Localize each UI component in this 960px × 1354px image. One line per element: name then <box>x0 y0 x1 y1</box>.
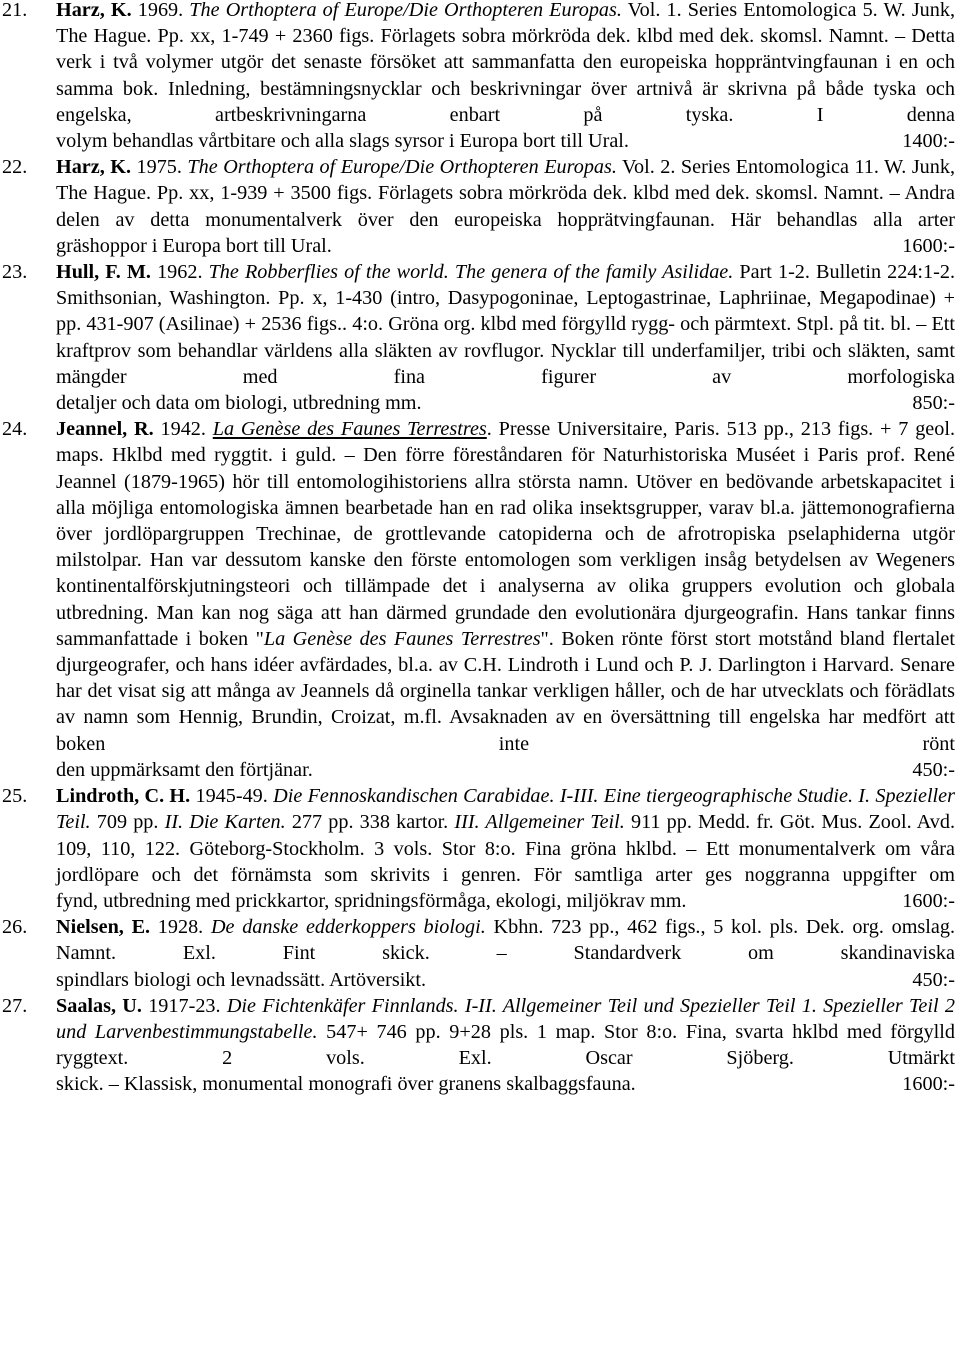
entry-text: skick. – Klassisk, monumental monografi över granens skalbaggsfauna. <box>56 1073 636 1096</box>
entry-author: Jeannel, R. <box>56 418 154 441</box>
entry-number: 21. <box>2 0 28 21</box>
entry-number: 26. <box>2 916 28 939</box>
entry-price: 1600:- <box>902 234 955 257</box>
entry-description <box>56 416 955 757</box>
entry-title-text: III. Allgemeiner Teil. <box>454 811 625 834</box>
entry-text: 1917-23. <box>141 994 227 1017</box>
catalog-entry <box>0 259 960 416</box>
entry-author: Harz, K. <box>56 0 132 21</box>
entry-title-text: The Robberflies of the world. The genera of the family Asilidae. <box>208 261 734 284</box>
entry-text: 709 pp. <box>90 811 165 834</box>
entry-price: 1600:- <box>902 889 955 912</box>
entry-price: 450:- <box>912 758 955 781</box>
catalog-entry <box>0 783 960 914</box>
entry-last-line <box>56 1071 955 1097</box>
entry-text: 1928. <box>150 916 211 939</box>
catalog-entry <box>0 0 960 154</box>
catalog-entry <box>0 154 960 259</box>
entry-price: 1600:- <box>902 1073 955 1096</box>
entry-text: Vol. 2. Series Entomologica 11. W. Junk, The Hague. Pp. xx, 1-939 + 3500 figs. Förlagets sobra mörkröda dek. klbd med dek. skomsl. Namnt. – Andra delen av detta monumentalverk över den europeiska hopprätvingfaunan. Här behandlas alla arter <box>56 156 955 231</box>
entry-text: 1962. <box>150 261 209 284</box>
entry-text: 1975. <box>131 156 188 179</box>
entry-text: detaljer och data om biologi, utbredning mm. <box>56 392 422 415</box>
entry-title-text: The Orthoptera of Europe/Die Orthopteren Europas. <box>189 0 622 21</box>
entry-last-line <box>56 390 955 416</box>
entry-title-text: La Genèse des Faunes Terrestres <box>263 627 541 650</box>
entry-text: gräshoppor i Europa bort till Ural. <box>56 234 332 257</box>
entry-author: Hull, F. M. <box>56 261 151 284</box>
entry-description <box>56 259 955 390</box>
entry-description <box>56 914 955 966</box>
entry-price: 850:- <box>912 392 955 415</box>
entry-last-line <box>56 233 955 259</box>
entry-text: 277 pp. 338 kartor. <box>285 811 455 834</box>
entry-title-text: De danske edderkoppers biologi. <box>210 916 486 939</box>
entry-title-text: II. Die Karten. <box>164 811 286 834</box>
entry-price: 1400:- <box>902 130 955 153</box>
entry-text: fynd, utbredning med prickkartor, spridningsförmåga, ekologi, miljökrav mm. <box>56 889 687 912</box>
catalog-entry <box>0 416 960 783</box>
entry-description <box>56 0 955 128</box>
entry-author: Saalas, U. <box>56 994 142 1017</box>
entry-title-text: Die Fichtenkäfer Finnlands. I-II. Allgemeiner Teil und Spezieller Teil 1. Spezieller Teil 2 und Larvenbestimmungstabelle. <box>56 994 955 1043</box>
entry-price: 450:- <box>912 968 955 991</box>
entry-last-line <box>56 757 955 783</box>
entry-text: 911 pp. Medd. fr. Göt. Mus. Zool. Avd. 109, 110, 122. Göteborg-Stockholm. 3 vols. Stor 8:o. Fina gröna hklbd. – Ett monumentalverk om våra jordlöpare och det förnämsta som skrivits i genren. För samtliga arter ges noggranna uppgifter om <box>56 811 955 886</box>
entry-author: Lindroth, C. H. <box>56 785 191 808</box>
entry-number: 27. <box>2 994 28 1017</box>
entry-last-line <box>56 888 955 914</box>
entry-title-text: Die Fennoskandischen Carabidae. I-III. Eine tiergeographische Studie. I. Spezieller Teil. <box>56 785 955 834</box>
entry-author: Nielsen, E. <box>56 916 151 939</box>
entry-number: 23. <box>2 261 28 284</box>
entry-title-text: La Genèse des Faunes Terrestres <box>212 418 487 441</box>
entry-number: 24. <box>2 418 28 441</box>
entry-text: 1969. <box>131 0 190 21</box>
entry-text: ". Boken rönte först stort motstånd bland flertalet djurgeografer, och hans idéer avfärdades, bl.a. av C.H. Lindroth i Lund och P. J. Darlington i Harvard. Senare har det visat sig att många av Jeannels då orginella tankar verkligen håller, och de har utvecklats och förädlats av namn som Hennig, Brundin, Croizat, m.fl. Avsaknaden av en översättning till engelska har medfört att boken inte rönt <box>56 627 955 755</box>
entry-description <box>56 154 955 233</box>
catalog-entry <box>0 914 960 993</box>
entry-description <box>56 993 955 1072</box>
entry-last-line <box>56 128 955 154</box>
entry-text: 1942. <box>153 418 213 441</box>
entry-number: 25. <box>2 785 28 808</box>
entry-text: spindlars biologi och levnadssätt. Artöversikt. <box>56 968 427 991</box>
entry-text: Kbhn. 723 pp., 462 figs., 5 kol. pls. Dek. org. omslag. Namnt. Exl. Fint skick. – Standardverk om skandinaviska <box>56 916 955 965</box>
entry-author: Harz, K. <box>56 156 132 179</box>
entry-description <box>56 783 955 888</box>
entry-text: . Presse Universitaire, Paris. 513 pp., 213 figs. + 7 geol. maps. Hklbd med ryggtit. i guld. – Den förre föreståndaren för Naturhistoriska Muséet i Paris prof. René Jeannel (1879-1965) hör till entomologihistoriens allra största namn. Utöver en bedövande arbetskapacitet i alla möjliga entomologiska ämnen bearbetade han en rad olika insektsgrupper, varav bl.a. jättemonografierna över jordlöpargruppen Trechinae, de grottlevande catopiderna och de afrotropiska pselaphiderna utgör milstolpar. Han var dessutom kanske den förste entomologen som verkligen insåg betydelsen av Wegeners kontinentalförskjutningsteori och tillämpade det i analyserna av olika gruppers evolution och globala utbredning. Man kan nog säga att han därmed grundade den evolutionära djurgeografin. Hans tankar finns sammanfattade i boken " <box>56 418 955 650</box>
entry-text: Part 1-2. Bulletin 224:1-2. Smithsonian, Washington. Pp. x, 1-430 (intro, Dasypogoninae, Leptogastrinae, Laphriinae, Megapodinae) + pp. 431-907 (Asilinae) + 2536 figs.. 4:o. Gröna org. klbd med förgylld rygg- och pärmtext. Stpl. på tit. bl. – Ett kraftprov som behandlar världens alla släkten av rovflugor. Nycklar till underfamiljer, tribi och släkten, samt mängder med fina figurer av morfologiska <box>56 261 955 388</box>
catalog-entry <box>0 993 960 1098</box>
entry-number: 22. <box>2 156 28 179</box>
entry-text: volym behandlas vårtbitare och alla slags syrsor i Europa bort till Ural. <box>56 130 629 153</box>
entry-text: den uppmärksamt den förtjänar. <box>56 758 313 781</box>
entry-title-text: The Orthoptera of Europe/Die Orthopteren Europas. <box>187 156 617 179</box>
entry-text: 547+ 746 pp. 9+28 pls. 1 map. Stor 8:o. Fina, svarta hklbd med förgylld ryggtext. 2 vols. Exl. Oscar Sjöberg. Utmärkt <box>56 1020 955 1070</box>
entry-last-line <box>56 967 955 993</box>
entry-text: Vol. 1. Series Entomologica 5. W. Junk, The Hague. Pp. xx, 1-749 + 2360 figs. Förlagets sobra mörkröda dek. klbd med dek. skomsl. Namnt. – Detta verk i två volymer utgör det senaste försöket att sammanfatta den europeiska hoppräntvingfaunan i en och samma bok. Inledning, bestämningsnycklar och beskrivningar över artnivå är skrivna på både tyska och engelska, artbeskrivningarna enbart på tyska. I denna <box>56 0 955 126</box>
entry-text: 1945-49. <box>190 785 274 808</box>
